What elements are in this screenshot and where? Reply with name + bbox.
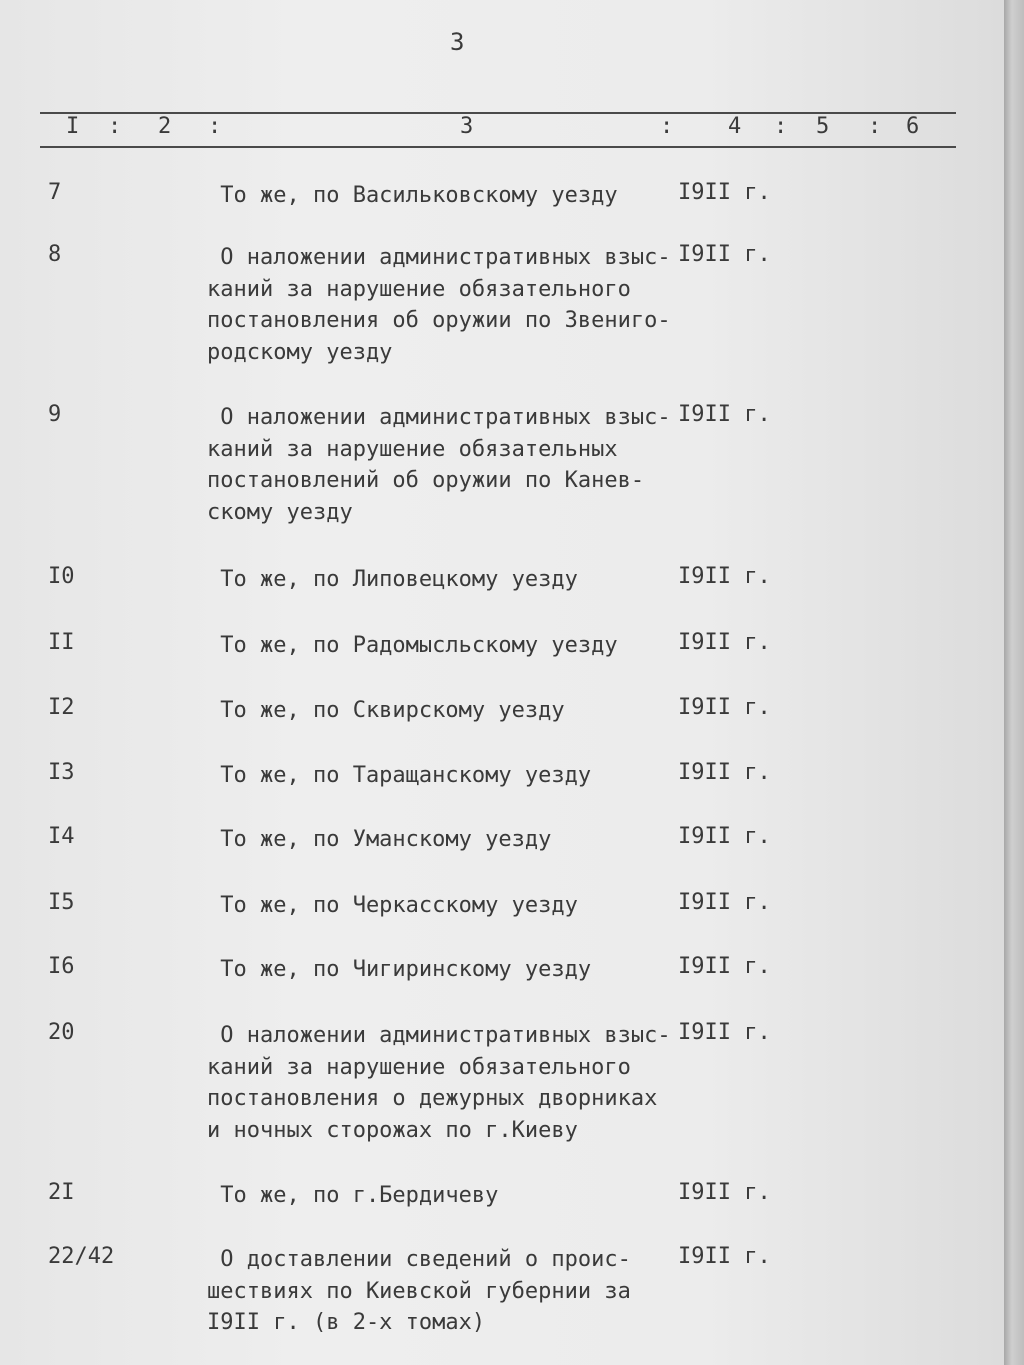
row-title	[207, 180, 677, 212]
row-title-line: То же, по Уманскому уезду	[207, 827, 552, 852]
header-col-4: 4	[728, 114, 742, 139]
header-sep: :	[868, 114, 882, 139]
row-number: I3	[48, 760, 75, 785]
row-title	[207, 760, 677, 792]
row-year: I9II г.	[678, 1180, 771, 1205]
row-number: I6	[48, 954, 75, 979]
row-number: 20	[48, 1020, 75, 1045]
row-year: I9II г.	[678, 630, 771, 655]
row-title-line: I9II г. (в 2-х томах)	[207, 1310, 486, 1335]
row-title	[207, 564, 677, 596]
row-year: I9II г.	[678, 695, 771, 720]
row-title-line: То же, по Чигиринскому уезду	[207, 957, 592, 982]
row-title-line: То же, по Липовецкому уезду	[207, 567, 578, 592]
row-title-line: То же, по г.Бердичеву	[207, 1183, 499, 1208]
header-bottom-rule	[40, 146, 956, 148]
row-number: 9	[48, 402, 62, 427]
row-title-line: О доставлении сведений о проис-	[207, 1247, 631, 1272]
row-title-line: и ночных сторожах по г.Киеву	[207, 1117, 578, 1143]
row-title-line: То же, по Радомысльскому уезду	[207, 633, 618, 658]
row-number: I0	[48, 564, 75, 589]
row-number: 8	[48, 242, 62, 267]
row-title-line: О наложении административных взыс-	[207, 405, 671, 430]
row-year: I9II г.	[678, 954, 771, 979]
row-title-line: постановления о дежурных дворниках	[207, 1086, 658, 1111]
table-header	[40, 114, 956, 146]
row-year: I9II г.	[678, 824, 771, 849]
row-number: I5	[48, 890, 75, 915]
row-title-line: То же, по Васильковскому уезду	[207, 183, 618, 208]
row-title	[207, 630, 677, 662]
page-edge-shadow	[1004, 0, 1024, 1365]
row-title	[207, 1244, 677, 1339]
row-title-line: каний за нарушение обязательного	[207, 276, 631, 302]
row-year: I9II г.	[678, 760, 771, 785]
row-year: I9II г.	[678, 1244, 771, 1269]
row-year: I9II г.	[678, 180, 771, 205]
row-number: I2	[48, 695, 75, 720]
row-title	[207, 954, 677, 986]
row-title-line: постановления об оружии по Звениго-	[207, 308, 671, 333]
row-title	[207, 1020, 677, 1146]
header-col-3: 3	[460, 114, 474, 139]
row-title-line: О наложении административных взыс-	[207, 1023, 671, 1048]
row-number: 7	[48, 180, 62, 205]
row-number: II	[48, 630, 75, 655]
header-col-2: 2	[158, 114, 172, 139]
row-title	[207, 824, 677, 856]
row-title-line: скому уезду	[207, 499, 353, 525]
row-title-line: То же, по Черкасскому уезду	[207, 893, 578, 918]
row-title-line: каний за нарушение обязательного	[207, 1054, 631, 1080]
row-title	[207, 242, 677, 368]
row-year: I9II г.	[678, 890, 771, 915]
header-col-5: 5	[816, 114, 830, 139]
row-year: I9II г.	[678, 564, 771, 589]
header-sep: :	[208, 114, 222, 139]
row-number: I4	[48, 824, 75, 849]
row-title	[207, 695, 677, 727]
row-title-line: родскому уезду	[207, 339, 393, 365]
header-sep: :	[774, 114, 788, 139]
row-number: 2I	[48, 1180, 75, 1205]
header-sep: :	[660, 114, 674, 139]
header-col-1: I	[66, 114, 80, 139]
row-title-line: шествиях по Киевской губернии за	[207, 1278, 631, 1304]
row-number: 22/42	[48, 1244, 115, 1269]
row-title-line: То же, по Сквирскому уезду	[207, 698, 565, 723]
row-title-line: О наложении административных взыс-	[207, 245, 671, 270]
page-number: 3	[450, 28, 465, 56]
row-year: I9II г.	[678, 242, 771, 267]
row-title-line: постановлений об оружии по Канев-	[207, 468, 645, 493]
row-title-line: каний за нарушение обязательных	[207, 436, 618, 462]
row-title	[207, 402, 677, 528]
row-title	[207, 890, 677, 922]
row-title	[207, 1180, 677, 1212]
header-col-6: 6	[906, 114, 920, 139]
row-year: I9II г.	[678, 1020, 771, 1045]
row-title-line: То же, по Таращанскому уезду	[207, 763, 592, 788]
header-sep: :	[108, 114, 122, 139]
row-year: I9II г.	[678, 402, 771, 427]
